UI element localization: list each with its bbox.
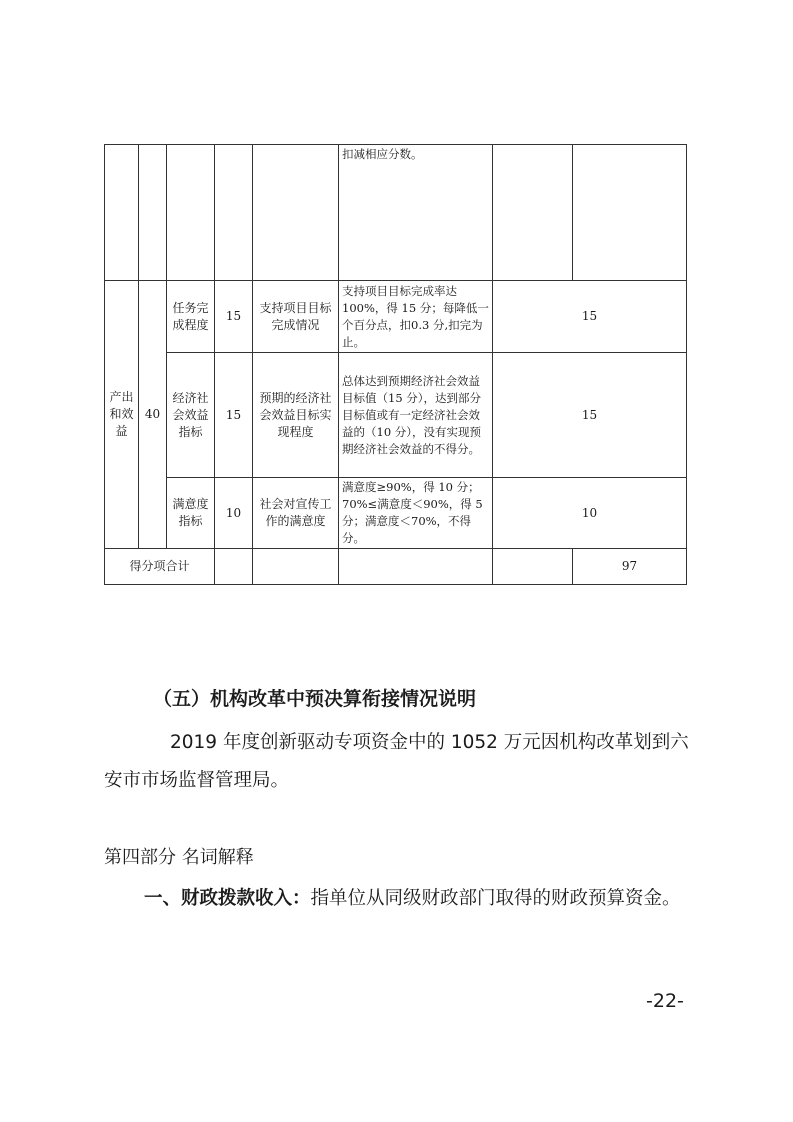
table-cell bbox=[493, 549, 573, 585]
definition-paragraph bbox=[104, 878, 704, 920]
total-label-cell: 得分项合计 bbox=[105, 549, 215, 585]
category-cell: 产出和效益 bbox=[105, 281, 139, 549]
criteria-cell: 支持项目目标完成率达100%，得 15 分；每降低一个百分点，扣0.3 分,扣完为止。 bbox=[339, 281, 493, 353]
category-weight-cell: 40 bbox=[139, 281, 167, 549]
definition-text: 指单位从同级财政部门取得的财政预算资金。 bbox=[310, 888, 681, 909]
indicator-cell: 满意度指标 bbox=[167, 478, 215, 549]
content-cell: 预期的经济社会效益目标实现程度 bbox=[253, 353, 339, 478]
table-cell bbox=[105, 145, 139, 281]
page-number: -22- bbox=[646, 990, 684, 1012]
table-cell bbox=[139, 145, 167, 281]
criteria-cell: 扣减相应分数。 bbox=[339, 145, 493, 281]
criteria-cell: 总体达到预期经济社会效益目标值（15 分），达到部分目标值或有一定经济社会效益的（10 分），没有实现预期经济社会效益的不得分。 bbox=[339, 353, 493, 478]
content-cell: 社会对宣传工作的满意度 bbox=[253, 478, 339, 549]
table-row bbox=[105, 478, 687, 549]
table-cell bbox=[493, 145, 573, 281]
definition-term: 一、财政拨款收入： bbox=[144, 888, 311, 909]
score-cell: 10 bbox=[215, 478, 253, 549]
table-cell bbox=[573, 145, 687, 281]
table-row bbox=[105, 353, 687, 478]
table-cell bbox=[339, 549, 493, 585]
section-paragraph: 2019 年度创新驱动专项资金中的 1052 万元因机构改革划到六安市市场监督管理局。 bbox=[104, 732, 689, 791]
score-cell: 15 bbox=[215, 353, 253, 478]
result-cell: 15 bbox=[493, 281, 687, 353]
part-heading: 第四部分 名词解释 bbox=[104, 847, 254, 868]
section-heading: （五）机构改革中预决算衔接情况说明 bbox=[153, 688, 477, 710]
table-row-continuation bbox=[105, 145, 687, 281]
result-cell: 15 bbox=[493, 353, 687, 478]
table-cell bbox=[253, 145, 339, 281]
performance-evaluation-table bbox=[104, 144, 687, 585]
table-cell bbox=[167, 145, 215, 281]
score-cell: 15 bbox=[215, 281, 253, 353]
table-row bbox=[105, 281, 687, 353]
indicator-cell: 任务完成程度 bbox=[167, 281, 215, 353]
criteria-cell: 满意度≥90%，得 10 分；70%≤满意度＜90%，得 5 分；满意度＜70%，不得分。 bbox=[339, 478, 493, 549]
table-cell bbox=[253, 549, 339, 585]
table-cell bbox=[215, 145, 253, 281]
table-cell bbox=[215, 549, 253, 585]
content-cell: 支持项目目标完成情况 bbox=[253, 281, 339, 353]
total-value-cell: 97 bbox=[573, 549, 687, 585]
indicator-cell: 经济社会效益指标 bbox=[167, 353, 215, 478]
result-cell: 10 bbox=[493, 478, 687, 549]
table-row-total bbox=[105, 549, 687, 585]
